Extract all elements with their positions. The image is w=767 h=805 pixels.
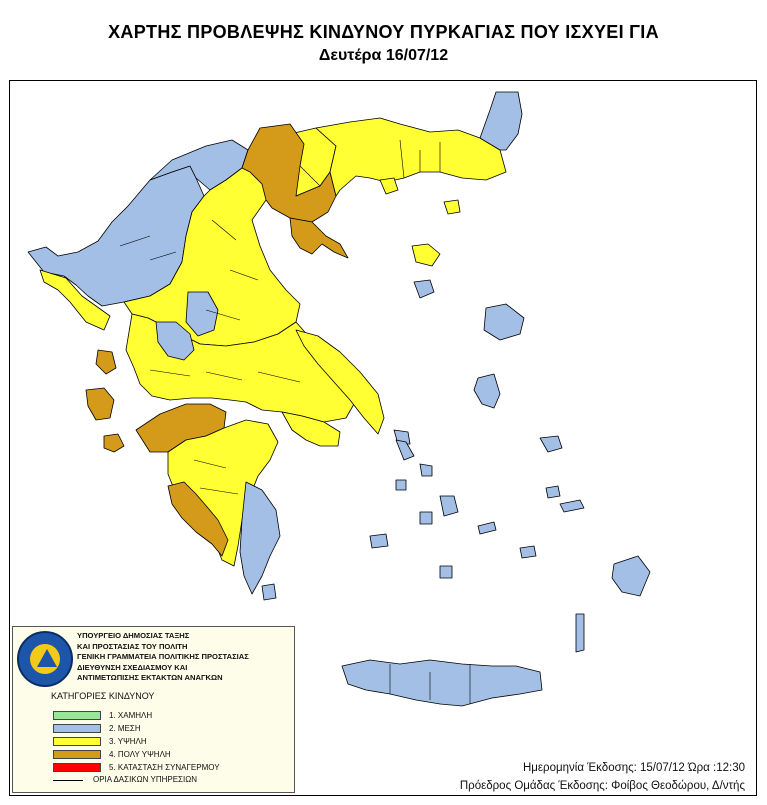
region-lesvos: [484, 304, 524, 340]
region-kythira: [262, 584, 276, 600]
region-chios: [474, 374, 500, 408]
region-syros: [396, 480, 406, 490]
map-title: ΧΑΡΤΗΣ ΠΡΟΒΛΕΨΗΣ ΚΙΝΔΥΝΟΥ ΠΥΡΚΑΓΙΑΣ ΠΟΥ ΙΣΧΥΕΙ ΓΙΑ: [108, 22, 659, 42]
region-thrace-east: [480, 92, 522, 150]
boundary-line-sample: [53, 780, 83, 781]
region-kalymnos: [546, 486, 560, 498]
region-karpathos: [576, 614, 584, 652]
org-line: ΔΙΕΥΘΥΝΣΗ ΣΧΕΔΙΑΣΜΟΥ ΚΑΙ: [77, 662, 188, 672]
legend-swatch: [53, 724, 101, 733]
region-crete: [342, 660, 542, 706]
organization-block: [77, 631, 249, 684]
legend-label: 3. ΥΨΗΛΗ: [109, 737, 147, 746]
region-samothrace: [444, 200, 460, 214]
region-kos: [560, 500, 584, 512]
risk-categories-title: ΚΑΤΗΓΟΡΙΕΣ ΚΙΝΔΥΝΟΥ: [51, 691, 155, 701]
legend-label: 4. ΠΟΛΥ ΥΨΗΛΗ: [109, 750, 171, 759]
org-line: ΥΠΟΥΡΓΕΙΟ ΔΗΜΟΣΙΑΣ ΤΑΞΗΣ: [77, 631, 190, 640]
region-naxos: [440, 496, 458, 516]
boundary-label: ΟΡΙΑ ΔΑΣΙΚΩΝ ΥΠΗΡΕΣΙΩΝ: [93, 775, 197, 784]
region-kefalonia: [86, 388, 114, 420]
region-macedonia-east: [316, 118, 506, 196]
org-line: ΓΕΝΙΚΗ ΓΡΑΜΜΑΤΕΙΑ ΠΟΛΙΤΙΚΗΣ ΠΡΟΣΤΑΣΙΑΣ: [77, 652, 249, 661]
legend-swatch: [53, 750, 101, 759]
region-thasos: [380, 178, 398, 194]
region-paros: [420, 512, 432, 524]
region-andros: [396, 440, 414, 460]
legend-label: 2. ΜΕΣΗ: [109, 724, 141, 733]
legend-panel: [12, 626, 295, 793]
issue-date-line: Ημερομηνία Έκδοσης: 15/07/12 Ώρα :12:30: [523, 762, 745, 774]
region-tinos: [420, 464, 432, 476]
region-santorini: [440, 566, 452, 578]
civil-protection-logo-icon: [17, 631, 73, 687]
region-amorgos: [478, 522, 496, 534]
region-limnos: [414, 280, 434, 298]
region-rhodes: [612, 556, 650, 596]
region-samos: [540, 436, 562, 452]
region-lefkada: [96, 350, 116, 374]
region-milos: [370, 534, 388, 548]
org-line: ΑΝΤΙΜΕΤΩΠΙΣΗΣ ΕΚΤΑΚΤΩΝ ΑΝΑΓΚΩΝ: [77, 673, 223, 682]
region-astypalaia: [520, 546, 536, 558]
map-date: Δευτέρα 16/07/12: [318, 47, 449, 64]
legend-swatch: [53, 711, 101, 720]
org-line: ΚΑΙ ΠΡΟΣΤΑΣΙΑΣ ΤΟΥ ΠΟΛΙΤΗ: [77, 641, 188, 651]
legend-swatch: [53, 737, 101, 746]
region-zakynthos: [104, 434, 124, 452]
region-laconia-east: [240, 482, 280, 594]
legend-label: 5. ΚΑΤΑΣΤΑΣΗ ΣΥΝΑΓΕΡΜΟΥ: [109, 763, 220, 772]
issuer-line: Πρόεδρος Ομάδας Έκδοσης: Φοίβος Θεοδώρου, Δ/ντής: [459, 780, 745, 792]
region-northern-sporades: [412, 244, 440, 266]
legend-swatch: [53, 763, 101, 772]
region-chalkidiki: [290, 218, 348, 258]
legend-label: 1. ΧΑΜΗΛΗ: [109, 711, 153, 720]
